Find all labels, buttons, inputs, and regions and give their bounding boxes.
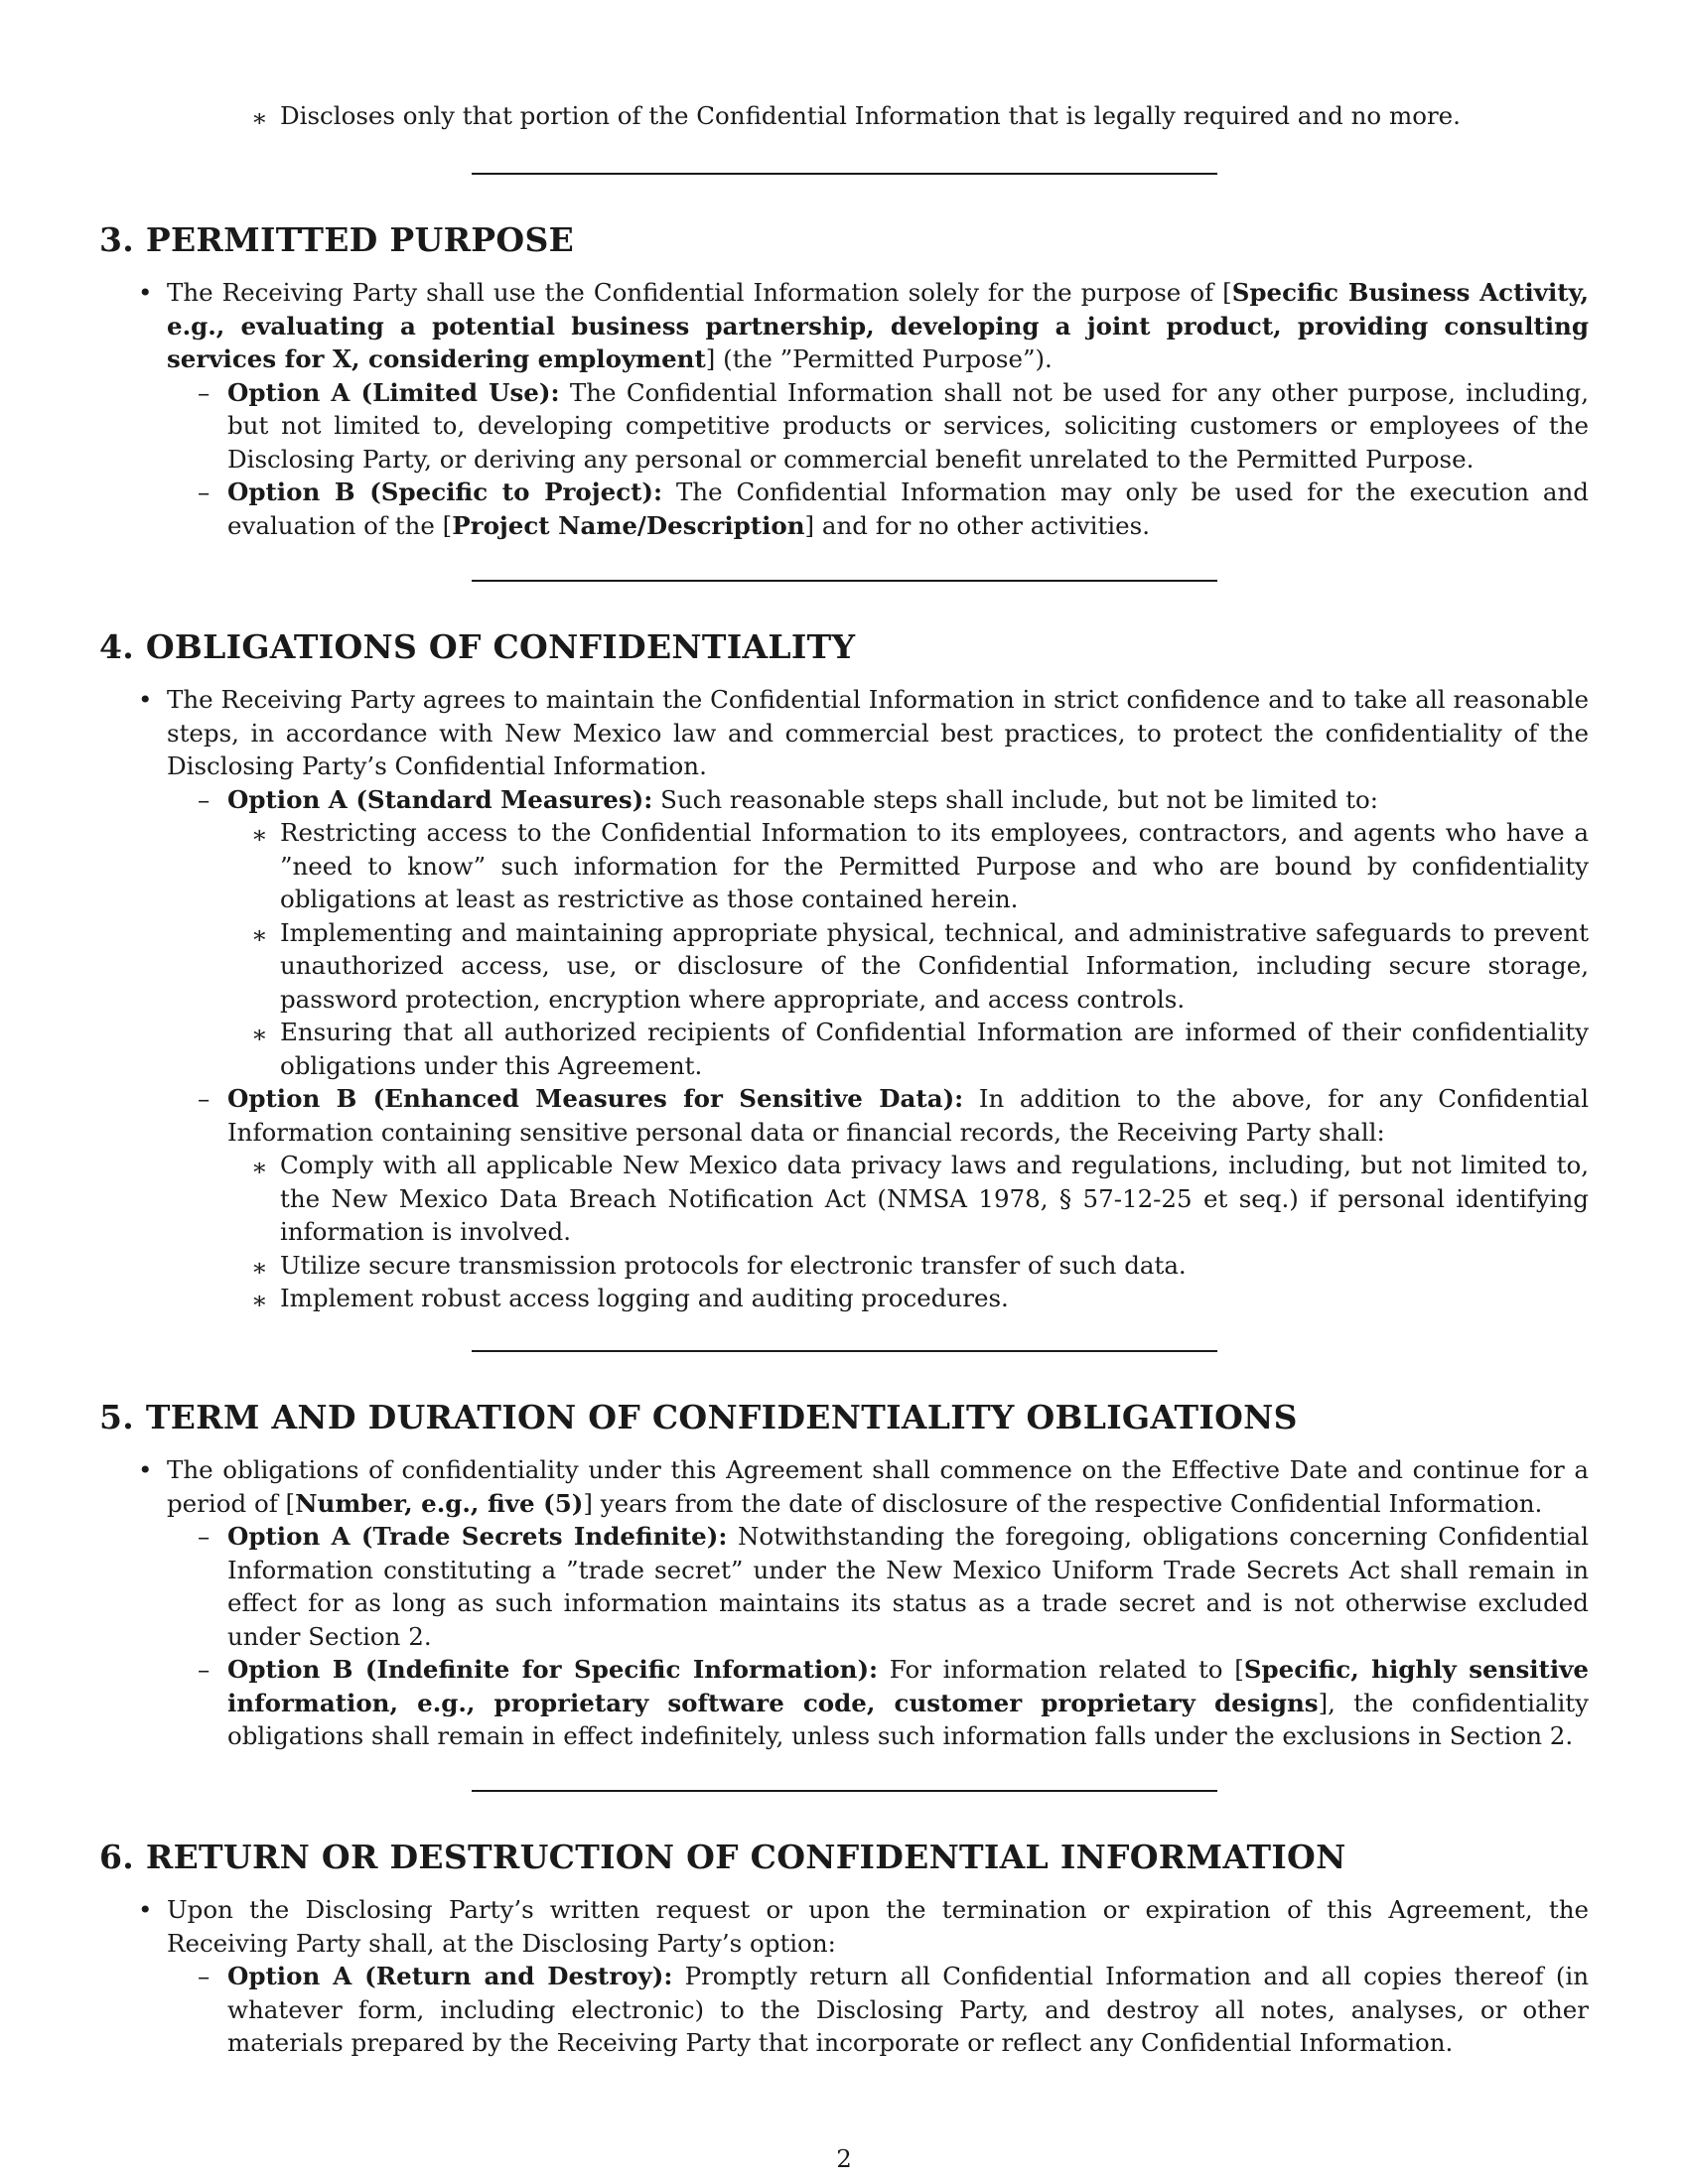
sub-item-text: Ensuring that all authorized recipients of Confidential Information are informed of their confidentiality obligations under this Agreement.	[280, 1018, 1589, 1080]
sub-item	[251, 1016, 1589, 1082]
star-marker: ∗	[251, 1252, 268, 1282]
bullet-marker: •	[138, 1895, 153, 1924]
option-text: The Confidential Information shall not be used for any other purpose, including, but not limited to, developing competitive products or services, soliciting customers or employees of the Disclosing Party, or deriving any personal or commercial benefit unrelated to the Permitted Purpose.	[227, 377, 1590, 474]
item-text: The Receiving Party shall use the Confidential Information solely for the purpose of [	[167, 278, 1232, 307]
option-text: Promptly return all Confidential Information and all copies thereof (in whatever form, including electronic) to the Disclosing Party, and destroy all notes, analyses, or other materials prepared by the Receiving Party that incorporate or reflect any Confidential Information.	[227, 1962, 1590, 2057]
option-label: Option A (Trade Secrets Indefinite):	[227, 1522, 728, 1551]
sub-item-text: Restricting access to the Confidential Information to its employees, contractors, and agents who have a ”need to know” such information for the Permitted Purpose and who are bound by confidentiality obligations at least as restrictive as those contained herein.	[280, 818, 1589, 913]
option-item	[198, 1653, 1589, 1753]
dash-marker: –	[198, 1655, 211, 1684]
star-marker: ∗	[251, 1153, 268, 1181]
option-text: In addition to the above, for any Confidential Information containing sensitive personal data or financial records, the Receiving Party shall:	[227, 1084, 1589, 1147]
sub-item	[251, 916, 1589, 1017]
placeholder-text: Specific, highly sensitive information, e.g., proprietary software code, customer proprietary designs	[227, 1655, 1589, 1717]
item-text: ] (the ”Permitted Purpose”).	[705, 344, 1053, 373]
bullet-marker: •	[138, 1455, 153, 1484]
dash-marker: –	[198, 1522, 211, 1551]
option-item	[198, 376, 1590, 477]
dash-marker: –	[198, 478, 211, 506]
placeholder-text: Number, e.g., five (5)	[295, 1488, 584, 1518]
dash-marker: –	[198, 784, 211, 814]
section-6-body	[0, 1893, 1688, 2060]
section-4-body	[0, 683, 1688, 1315]
section-divider	[472, 1350, 1217, 1352]
star-marker: ∗	[251, 919, 268, 949]
option-item	[198, 783, 1589, 817]
placeholder-text: Specific Business Activity, e.g., evaluating a potential business partnership, developing a joint product, providing consulting services for X, considering employment	[167, 278, 1589, 373]
section-heading-6: 6. RETURN OR DESTRUCTION OF CONFIDENTIAL INFORMATION	[99, 1838, 1346, 1876]
sub-item	[251, 1149, 1589, 1249]
option-label: Option B (Specific to Project):	[227, 478, 663, 506]
option-text: ], the confidentiality obligations shall remain in effect indefinitely, unless such information falls under the exclusions in Section 2.	[227, 1688, 1589, 1750]
option-text: ] and for no other activities.	[804, 510, 1150, 540]
option-label: Option A (Standard Measures):	[227, 784, 653, 814]
section-3-body	[0, 276, 1688, 542]
page-number: 2	[836, 2144, 852, 2173]
option-text: The Confidential Information may only be used for the execution and evaluation of the [	[227, 478, 1589, 540]
section-heading-5: 5. TERM AND DURATION OF CONFIDENTIALITY OBLIGATIONS	[99, 1398, 1298, 1436]
dash-marker: –	[198, 377, 211, 407]
option-text: Such reasonable steps shall include, but not be limited to:	[652, 784, 1378, 814]
star-marker: ∗	[251, 1020, 268, 1048]
option-item	[198, 1960, 1590, 2060]
dash-marker: –	[198, 1084, 211, 1113]
sub-item-text: Implementing and maintaining appropriate physical, technical, and administrative safeguards to prevent unauthorized access, use, or disclosure of the Confidential Information, including secure storage, password protection, encryption where appropriate, and access controls.	[280, 917, 1589, 1014]
sub-item	[251, 1282, 1589, 1315]
sub-item	[251, 1249, 1589, 1283]
section-divider	[472, 173, 1217, 175]
item-text: ] years from the date of disclosure of the respective Confidential Information.	[583, 1488, 1543, 1518]
item-text: Discloses only that portion of the Confidential Information that is legally required and no more.	[280, 101, 1461, 130]
item-text: Upon the Disclosing Party’s written request or upon the termination or expiration of this Agreement, the Receiving Party shall, at the Disclosing Party’s option:	[167, 1895, 1589, 1958]
star-marker: ∗	[251, 820, 268, 849]
section-heading-4: 4. OBLIGATIONS OF CONFIDENTIALITY	[99, 627, 856, 666]
list-item	[251, 99, 1589, 133]
option-text: For information related to [	[878, 1655, 1244, 1684]
star-marker: ∗	[251, 103, 268, 132]
list-item	[138, 683, 1589, 783]
dash-marker: –	[198, 1962, 211, 1990]
bullet-marker: •	[138, 685, 153, 714]
sub-item-text: Implement robust access logging and auditing procedures.	[280, 1284, 1009, 1312]
list-item	[138, 1453, 1589, 1520]
star-marker: ∗	[251, 1286, 268, 1314]
option-label: Option A (Limited Use):	[227, 377, 560, 407]
section-divider	[472, 1790, 1217, 1792]
option-label: Option B (Indefinite for Specific Information):	[227, 1655, 879, 1684]
carryover-list	[0, 99, 1688, 133]
list-item	[138, 276, 1589, 376]
bullet-marker: •	[138, 278, 153, 307]
option-label: Option A (Return and Destroy):	[227, 1962, 673, 1990]
section-heading-3: 3. PERMITTED PURPOSE	[99, 220, 575, 259]
option-text: Notwithstanding the foregoing, obligations concerning Confidential Information constituting a ”trade secret” under the New Mexico Uniform Trade Secrets Act shall remain in effect for as long as such information maintains its status as a trade secret and is not otherwise excluded under Section 2.	[227, 1522, 1589, 1651]
section-divider	[472, 580, 1217, 582]
sub-item	[251, 816, 1589, 916]
option-label: Option B (Enhanced Measures for Sensitive Data):	[227, 1084, 964, 1113]
sub-item-text: Utilize secure transmission protocols for electronic transfer of such data.	[280, 1250, 1187, 1280]
option-item	[198, 1082, 1589, 1149]
sub-item-text: Comply with all applicable New Mexico data privacy laws and regulations, including, but not limited to, the New Mexico Data Breach Notification Act (NMSA 1978, § 57-12-25 et seq.) if personal identifying information is involved.	[280, 1151, 1589, 1246]
item-text: The Receiving Party agrees to maintain the Confidential Information in strict confidence and to take all reasonable steps, in accordance with New Mexico law and commercial best practices, to protect the confidentiality of the Disclosing Party’s Confidential Information.	[167, 685, 1589, 780]
option-item	[198, 1520, 1589, 1653]
placeholder-text: Project Name/Description	[452, 510, 805, 540]
option-item	[198, 476, 1589, 542]
list-item	[138, 1893, 1589, 1960]
section-5-body	[0, 1453, 1688, 1753]
item-text: The obligations of confidentiality under this Agreement shall commence on the Effective Date and continue for a period of [	[167, 1455, 1589, 1518]
